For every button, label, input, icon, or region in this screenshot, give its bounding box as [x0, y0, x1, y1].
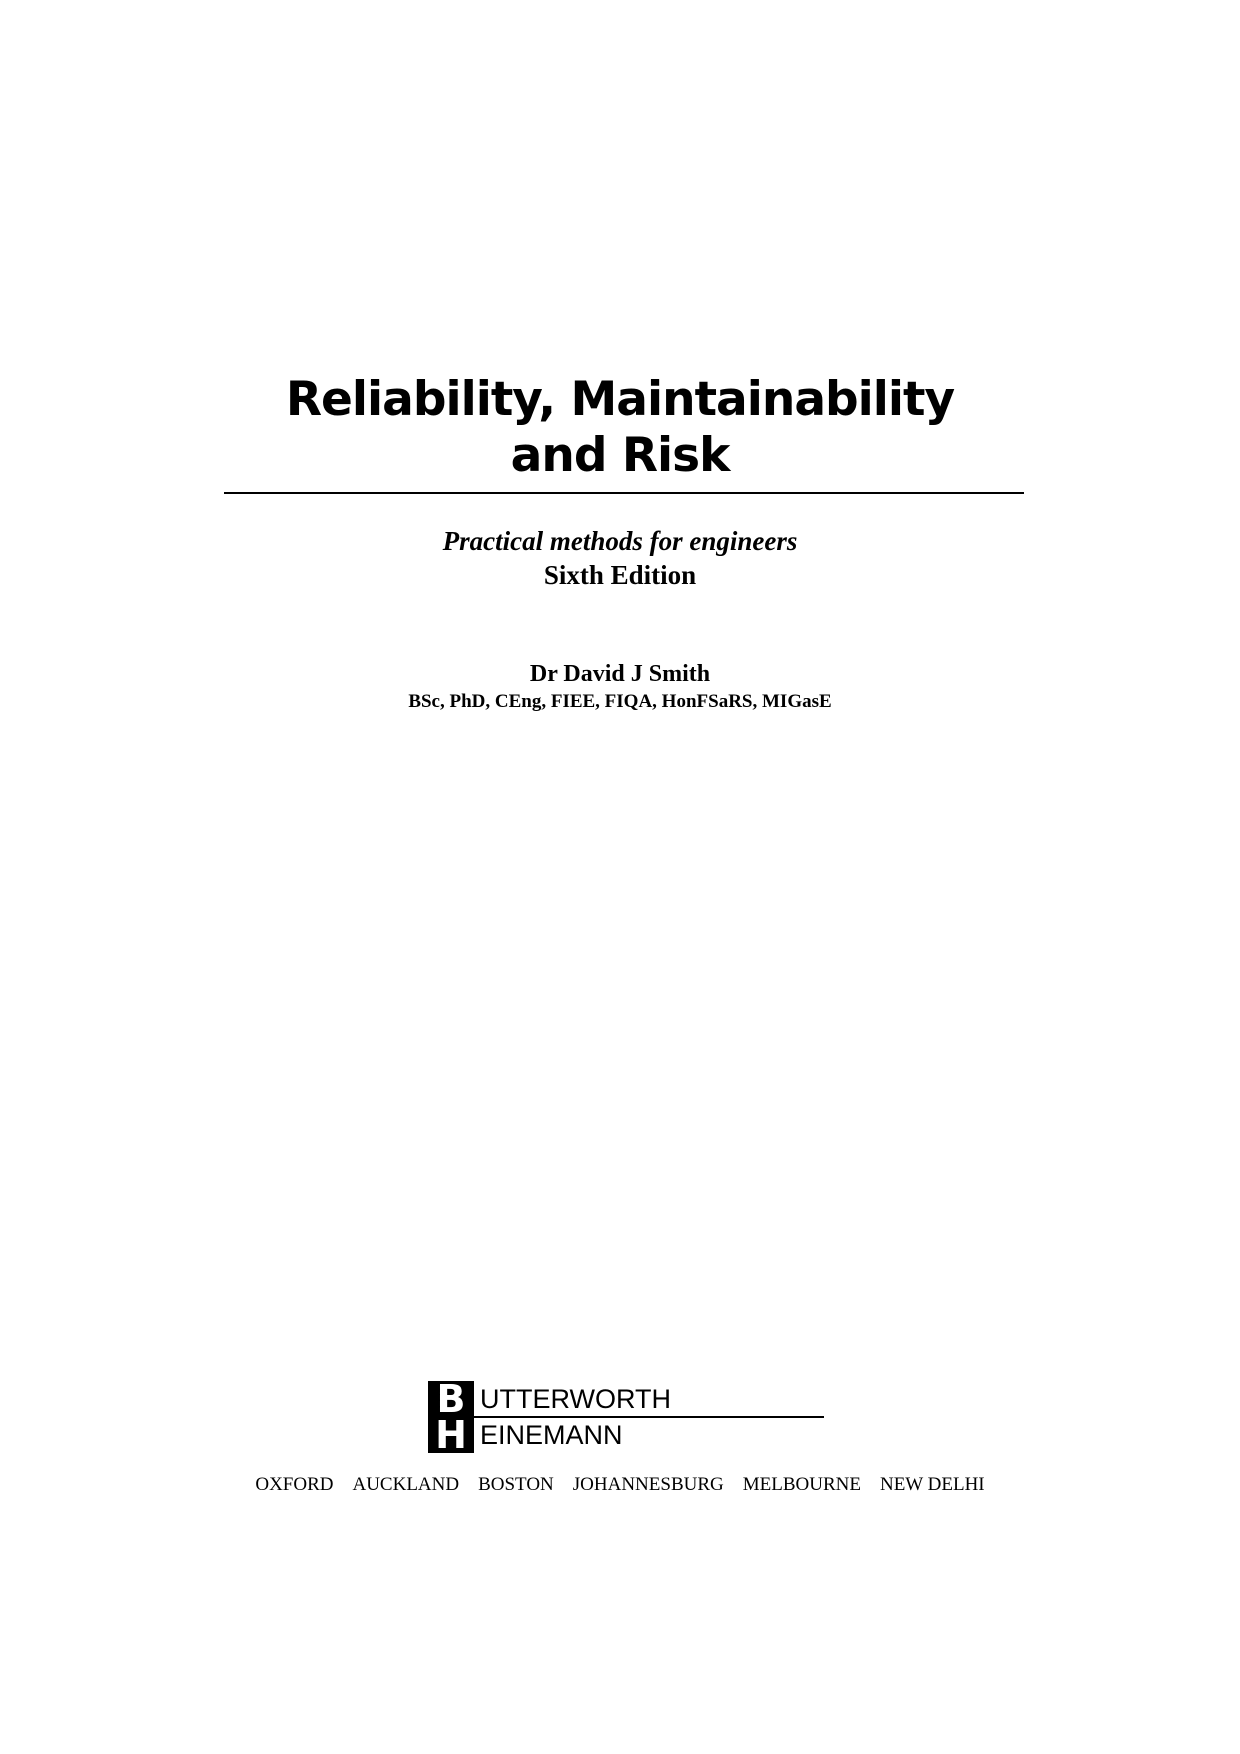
logo-word-einemann: EINEMANN: [480, 1420, 623, 1450]
city-item: OXFORD: [255, 1474, 334, 1495]
city-item: NEW DELHI: [879, 1474, 985, 1495]
city-item: MELBOURNE: [742, 1474, 861, 1495]
publisher-cities: [0, 1473, 1240, 1497]
city-item: BOSTON: [478, 1474, 554, 1495]
city-item: JOHANNESBURG: [572, 1474, 724, 1495]
logo-word-utterworth: UTTERWORTH: [480, 1384, 671, 1414]
book-edition: Sixth Edition: [543, 560, 697, 590]
city-item: AUCKLAND: [352, 1474, 460, 1495]
book-subtitle: Practical methods for engineers: [442, 526, 798, 556]
book-title-line-1: Reliability, Maintainability: [285, 372, 955, 427]
author-name: Dr David J Smith: [529, 661, 711, 687]
title-divider: [224, 492, 1024, 494]
publisher-logo: [428, 1377, 824, 1457]
author-qualifications: BSc, PhD, CEng, FIEE, FIQA, HonFSaRS, MIGasE: [408, 691, 832, 712]
logo-letter-b: B: [436, 1377, 466, 1421]
logo-letter-h: H: [435, 1413, 467, 1457]
logo-initials-block: [428, 1377, 474, 1457]
book-title-line-2: and Risk: [510, 428, 730, 483]
